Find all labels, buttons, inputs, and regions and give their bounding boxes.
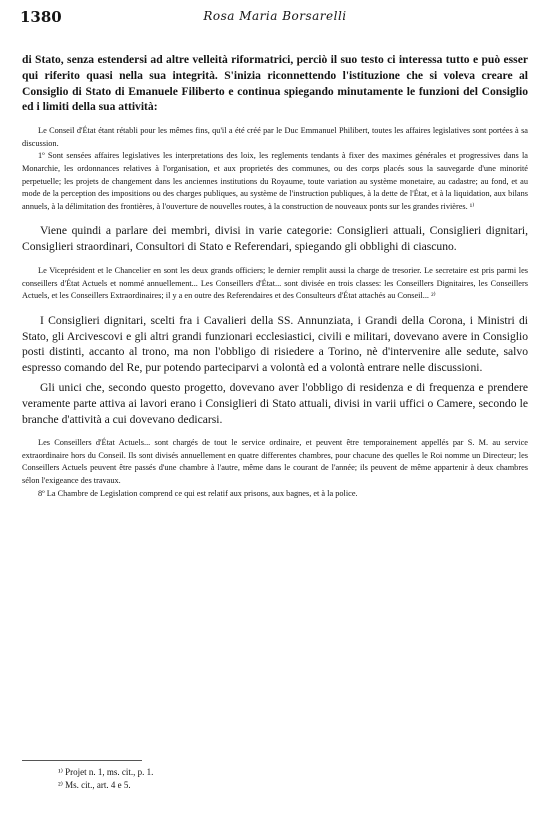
page-body [22, 52, 528, 500]
footnotes [58, 766, 518, 792]
body-paragraph-2: Viene quindi a parlare dei membri, divisi in varie categorie: Consiglieri attuali, Consiglieri dignitari, Consiglieri straordinari, Consultori di Stato e Referendari, spiegando gli obblighi di ciascuno. [22, 224, 528, 254]
quote-paragraph-3b: 8º La Chambre de Legislation comprend ce qui est relatif aux prisons, aux bagnes, et à la police. [38, 488, 358, 498]
page-number: 1380 [20, 8, 62, 26]
body-paragraph-1: di Stato, senza estendersi ad altre velleità riformatrici, perciò il suo testo ci interessa tutto e può esser qui riferito quasi nella sua integrità. S'inizia riconnettendo l'istituzione che si voleva creare al Consiglio di Stato di Emanuele Filiberto e continua spiegando minutamente le funzioni del Consiglio ed i limiti della sua attività: [22, 53, 528, 114]
footnote-2: ²⁾ Ms. cit., art. 4 e 5. [58, 780, 131, 790]
footnote-divider [22, 760, 142, 761]
page-header [20, 6, 530, 28]
quote-paragraph-3a: Les Conseillers d'État Actuels... sont chargés de tout le service ordinaire, et peuvent être temporainement appellés par S. M. au service extraordinaire hors du Conseil. Ils sont divisés annuellement en quatre differentes chambres, pour chacune des quelles le Roi nomme un Directeur; les Conseillers Actuels peuvent être passés d'une chambre à l'autre, même dans le courant de l'année; ils peuvent de même appartenir à deux chambres sélon l'exigeance des travaux. [22, 438, 528, 486]
footnote-1: ¹⁾ Projet n. 1, ms. cit., p. 1. [58, 767, 154, 777]
quote-paragraph-1a: Le Conseil d'État étant rétabli pour les mêmes fins, qu'il a été créé par le Duc Emmanuel Philibert, toutes les affaires legislatives sont portées à sa discussion. [22, 126, 528, 148]
body-paragraph-3: I Consiglieri dignitari, scelti fra i Cavalieri della SS. Annunziata, i Grandi della Corona, i Ministri di Stato, gli Arcivescovi e gli altri grandi funzionari ecclesiastici, civili e militari, dovevano avere in Consiglio posti distinti, accanto al trono, ma non l'obbligo di risiedere a Torino, nè d'intervenire alle sedute, salvo espresso comando del Re, pur potendo parteciparvi a volontà ed a volontà entrare nelle discussioni. [22, 313, 528, 375]
body-paragraph-4: Gli unici che, secondo questo progetto, dovevano aver l'obbligo di residenza e di frequenza e prendere veramente parte attiva ai lavori erano i Consiglieri di Stato attuali, divisi in varii uffici o Camere, secondo le branche d'attività a cui dovevano dedicarsi. [22, 380, 528, 426]
quote-paragraph-2: Le Viceprésident et le Chancelier en sont les deux grands officiers; le dernier remplit aussi la charge de tresorier. Le secretaire est pris parmi les conseillers d'État Actuels et nommé annuellement... Les Conseillers d'État... sont divisée en trois classes: les Conseillers Dignitaires, les Conseillers Actuels, et les Conseillers Extraordinaires; il y a en outre des Referendaires et des Consulteurs d'État attachés au Conseil... ²⁾ [22, 265, 528, 301]
quote-paragraph-1b: 1º Sont sensées affaires legislatives les interpretations des loix, les reglements tendants à fixer des maximes générales et progressives dans la Monarchie, les ordonnances relatives à l'organisation, et aux proprietés des communes, ou des corps placés sous la sauvegarde d'une minorité perpetuelle; les projets de changement dans les anciennes institutions du Royaume, toute variation au système monetaire, au cadastre; au fond, et au mode de la perception des impositions ou des charges publiques, au système de l'instruction publiques, à la dette de l'État, et à la liquidation, aux bilans annuels, à la délimitation des frontières, à l'ouverture de nouvelles routes, à la construction de nouveaux ponts sur les grandes rivières. ¹⁾ [22, 151, 528, 211]
running-title: Rosa Maria Borsarelli [203, 9, 347, 23]
